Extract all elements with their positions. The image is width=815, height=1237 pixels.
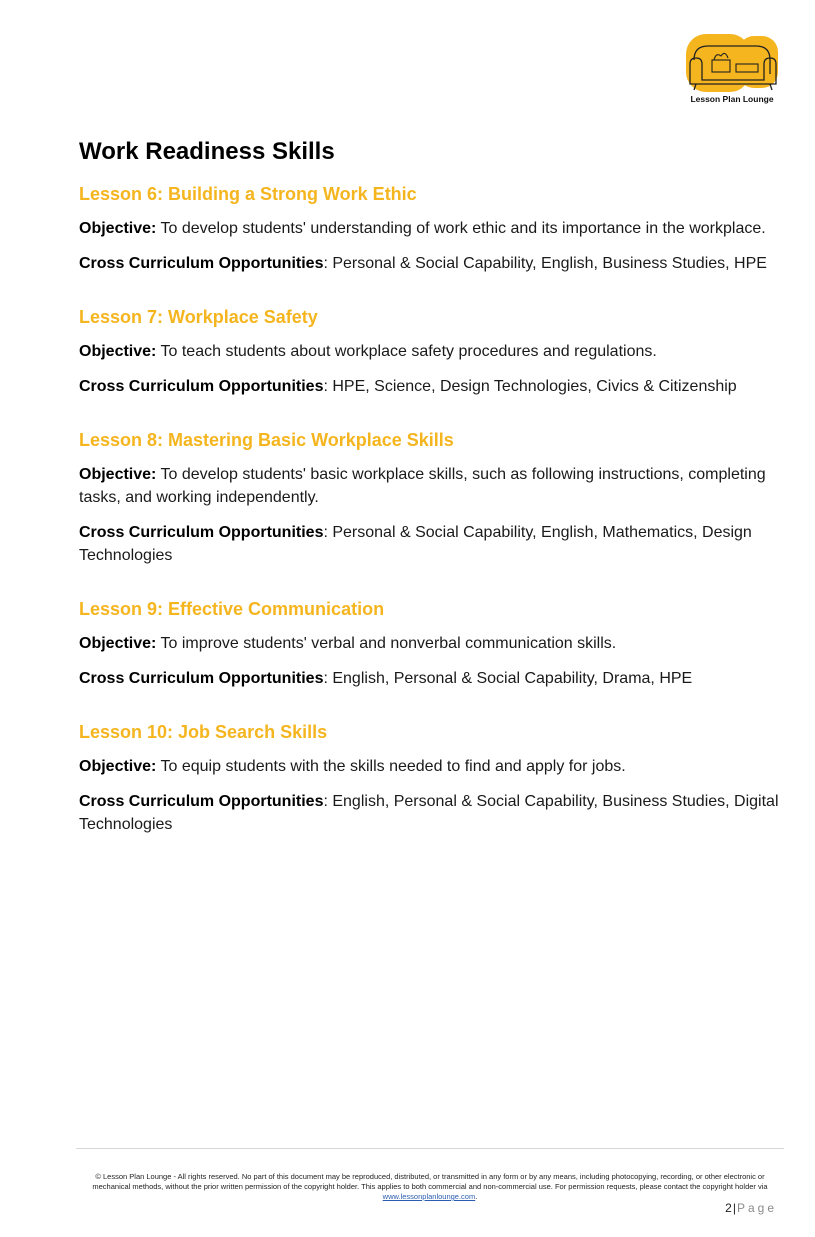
lesson-title: Lesson 7: Workplace Safety (79, 307, 318, 327)
brand-logo (680, 30, 784, 110)
cross-text: : English, Personal & Social Capability, Business Studies, Digital Technologies (79, 793, 779, 833)
objective-label: Objective: (79, 635, 157, 652)
lesson-7 (79, 305, 784, 398)
cross-text: : HPE, Science, Design Technologies, Civics & Citizenship (323, 378, 737, 395)
website-link[interactable]: www.lessonplanlounge.com (382, 1192, 476, 1201)
cross-label: Cross Curriculum Opportunities (79, 378, 324, 395)
cross-label: Cross Curriculum Opportunities (79, 524, 324, 541)
lesson-title: Lesson 9: Effective Communication (79, 599, 385, 619)
page-number-value: 2 (725, 1201, 733, 1215)
cross-label: Cross Curriculum Opportunities (79, 670, 324, 687)
lesson-cross-curriculum (79, 375, 784, 398)
cross-text: : Personal & Social Capability, English, Mathematics, Design Technologies (79, 524, 752, 564)
cross-text: : Personal & Social Capability, English, Business Studies, HPE (323, 255, 767, 272)
lesson-6 (79, 182, 784, 275)
page-number-label: Page (736, 1201, 777, 1215)
lesson-cross-curriculum (79, 790, 784, 836)
lesson-8 (79, 428, 784, 567)
lesson-cross-curriculum (79, 521, 784, 567)
footer-divider (76, 1148, 784, 1149)
lesson-objective (79, 217, 784, 240)
objective-label: Objective: (79, 758, 157, 775)
lesson-title: Lesson 8: Mastering Basic Workplace Skills (79, 430, 454, 450)
cross-text: : English, Personal & Social Capability, Drama, HPE (323, 670, 693, 687)
cross-label: Cross Curriculum Opportunities (79, 793, 324, 810)
objective-label: Objective: (79, 343, 157, 360)
logo-text: Lesson Plan Lounge (690, 94, 774, 104)
objective-text: To teach students about workplace safety procedures and regulations. (160, 343, 657, 360)
lesson-9 (79, 597, 784, 690)
copyright-text: © Lesson Plan Lounge - All rights reserved. No part of this document may be reproduced, distributed, or transmitted in any form or by any means, including photocopying, recording, or other electronic or mechanical methods, without the prior written permission of the copyright holder. This applies to both commercial and non-commercial use. For permission requests, please contact the copyright holder via (92, 1172, 768, 1191)
lesson-objective (79, 463, 784, 509)
objective-label: Objective: (79, 466, 157, 483)
objective-label: Objective: (79, 220, 157, 237)
lesson-cross-curriculum (79, 667, 784, 690)
lesson-cross-curriculum (79, 252, 784, 275)
objective-text: To develop students' basic workplace skills, such as following instructions, completing tasks, and working independently. (79, 466, 766, 506)
page-number (725, 1201, 777, 1215)
lesson-10 (79, 720, 784, 836)
cross-label: Cross Curriculum Opportunities (79, 255, 324, 272)
lesson-objective (79, 755, 784, 778)
footer-copyright (80, 1172, 780, 1202)
objective-text: To develop students' understanding of work ethic and its importance in the workplace. (160, 220, 766, 237)
lesson-title: Lesson 6: Building a Strong Work Ethic (79, 184, 417, 204)
objective-text: To improve students' verbal and nonverbal communication skills. (160, 635, 617, 652)
lesson-title: Lesson 10: Job Search Skills (79, 722, 328, 742)
lesson-objective (79, 340, 784, 363)
sofa-logo-icon (684, 30, 780, 94)
link-suffix: . (475, 1192, 478, 1201)
page-title: Work Readiness Skills (79, 138, 335, 165)
page-number-separator: | (732, 1201, 737, 1215)
document-body (79, 136, 784, 866)
objective-text: To equip students with the skills needed to find and apply for jobs. (160, 758, 626, 775)
lesson-objective (79, 632, 784, 655)
